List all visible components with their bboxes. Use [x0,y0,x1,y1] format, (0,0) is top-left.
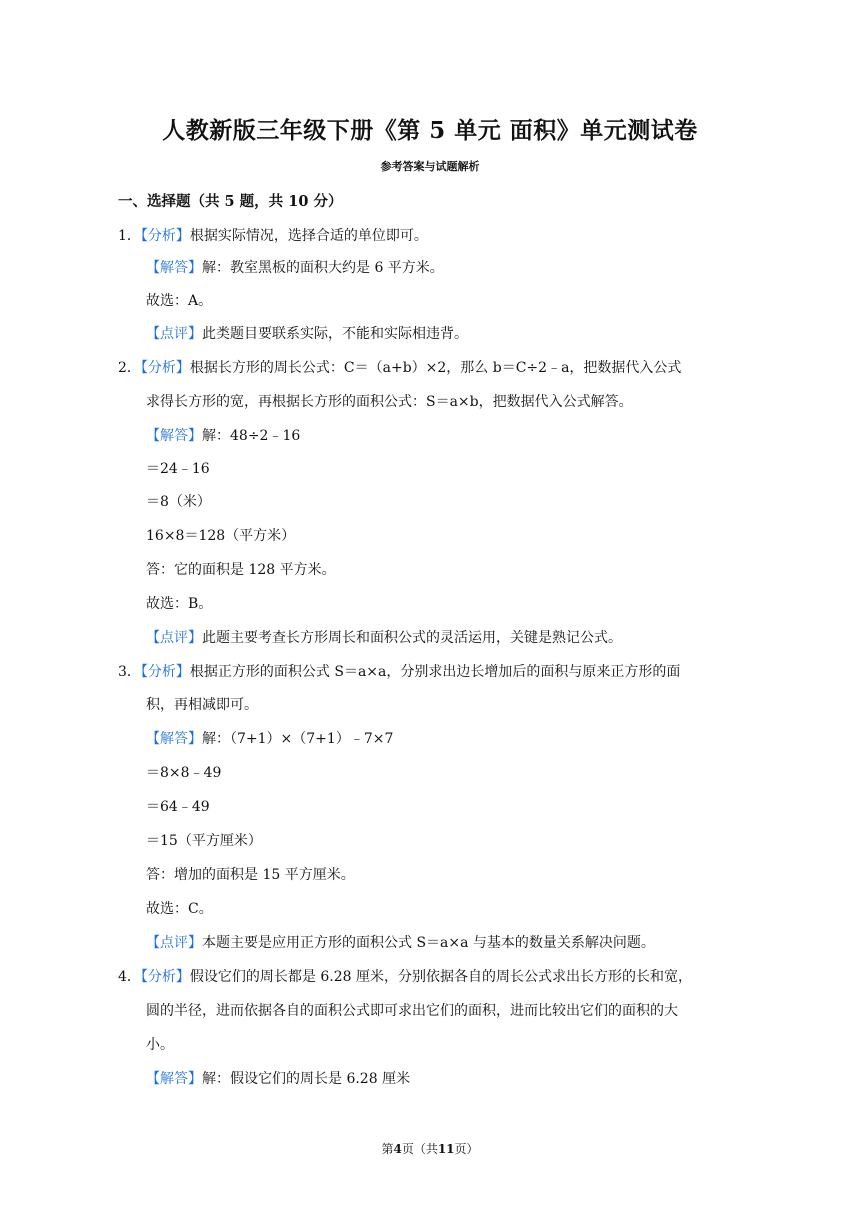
answer-line [146,291,212,311]
answer-line [146,831,262,851]
line-text: 根据长方形的周长公式：C＝（a+b）×2，那么 b＝C÷2﹣a，把数据代入公式 [189,360,682,376]
answer-line [146,1069,410,1089]
section-tag: 【解答】 [146,1071,202,1087]
answer-line [146,459,210,479]
line-text: 解：48÷2﹣16 [202,428,301,444]
answer-line [146,392,633,412]
answer-line [146,426,300,446]
question-number: 4． [118,969,141,985]
section-tag: 【分析】 [140,360,190,376]
line-text: 此题主要考查长方形周长和面积公式的灵活运用，关键是熟记公式。 [202,630,622,646]
answer-line [146,258,444,278]
line-text: 求得长方形的宽，再根据长方形的面积公式：S＝a×b，把数据代入公式解答。 [146,394,633,410]
section-heading: 一、选择题（共 5 题，共 10 分） [118,193,343,210]
line-text: 根据正方形的面积公式 S＝a×a，分别求出边长增加后的面积与原来正方形的面 [189,664,681,680]
line-text: 小。 [146,1037,174,1053]
line-text: 故选：B。 [146,596,213,612]
line-text: 假设它们的周长都是 6.28 厘米，分别依据各自的周长公式求出长方形的长和宽， [189,969,692,985]
answer-line [146,865,355,885]
question-number: 1． [118,228,141,244]
answer-line [146,324,468,344]
answer-line [146,628,622,648]
section-tag: 【分析】 [140,664,190,680]
section-tag: 【解答】 [146,260,202,276]
document-title: 人教新版三年级下册《第 5 单元 面积》单元测试卷 [162,117,698,144]
line-text: ＝15（平方厘米） [146,833,262,849]
answer-line [146,899,213,919]
question-number: 3． [118,664,141,680]
answer-line [146,1035,174,1055]
line-text: ＝8（米） [146,494,211,510]
answer-line [146,695,258,715]
section-tag: 【点评】 [146,630,202,646]
answer-line [146,933,655,953]
line-text: 故选：A。 [146,293,213,309]
line-text: ＝64﹣49 [146,799,210,815]
answer-line [146,729,393,749]
answer-line [118,967,692,987]
section-tag: 【点评】 [146,935,202,951]
section-tag: 【点评】 [146,326,202,342]
section-tag: 【解答】 [146,731,202,747]
answer-line [146,594,212,614]
section-tag: 【分析】 [140,969,190,985]
line-text: 此类题目要联系实际，不能和实际相违背。 [202,326,468,342]
line-text: ＝24﹣16 [146,461,210,477]
line-text: 故选：C。 [146,901,213,917]
line-text: ＝8×8﹣49 [146,765,222,781]
section-tag: 【解答】 [146,428,202,444]
line-text: 积，再相减即可。 [146,697,258,713]
answer-line [118,358,681,378]
line-text: 答：它的面积是 128 平方米。 [146,562,336,578]
line-text: 圆的半径，进而依据各自的面积公式即可求出它们的面积，进而比较出它们的面积的大 [146,1003,678,1019]
answer-line [146,797,210,817]
answer-line [118,662,680,682]
document-subtitle: 参考答案与试题解析 [380,160,480,173]
line-text: 解：教室黑板的面积大约是 6 平方米。 [202,260,444,276]
page-footer: 第4页（共11页） [381,1142,479,1156]
answer-line [146,560,336,580]
line-text: 本题主要是应用正方形的面积公式 S＝a×a 与基本的数量关系解决问题。 [202,935,655,951]
answer-line [118,226,428,246]
answer-line [146,526,295,546]
answer-line [146,763,221,783]
line-text: 解：（7+1）×（7+1）﹣7×7 [202,731,394,747]
line-text: 答：增加的面积是 15 平方厘米。 [146,867,355,883]
line-text: 根据实际情况，选择合适的单位即可。 [189,228,428,244]
line-text: 16×8＝128（平方米） [146,528,296,544]
answer-line [146,492,211,512]
section-tag: 【分析】 [140,228,190,244]
answer-line [146,1001,678,1021]
question-number: 2． [118,360,141,376]
line-text: 解：假设它们的周长是 6.28 厘米 [202,1071,411,1087]
